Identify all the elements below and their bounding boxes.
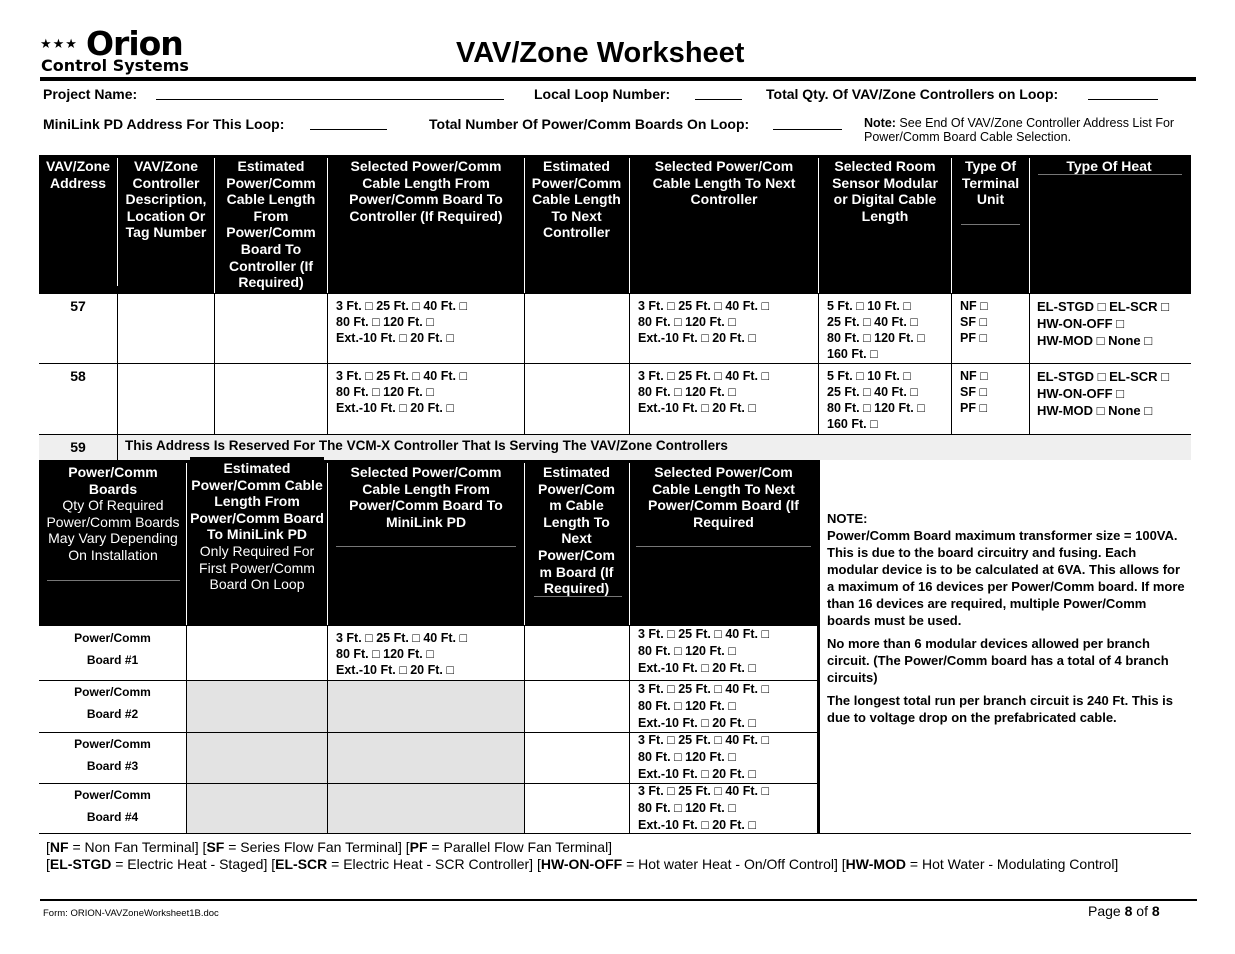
row-address: 57 (70, 298, 86, 314)
heat-type-options[interactable]: EL-STGD □ EL-SCR □ HW-ON-OFF □ HW-MOD □ None □ (1037, 299, 1169, 348)
header-divider (1029, 158, 1030, 293)
grid-line (117, 435, 118, 460)
reserved-address: 59 (70, 439, 86, 455)
table-row (39, 294, 1191, 435)
header-heat-type: Type Of Heat (1036, 155, 1182, 175)
header-underline (534, 596, 622, 597)
legend-heat: [EL-STGD = Electric Heat - Staged] [EL-SCR = Electric Heat - SCR Controller] [HW-ON-OFF = Hot water Heat - On/Off Control] [HW-MOD = Hot Water - Modulating Control] (46, 856, 1119, 872)
grid-line (39, 833, 1191, 834)
legend-terminal: [NF = Non Fan Terminal] [SF = Series Flow Fan Terminal] [PF = Parallel Flow Fan Terminal] (46, 839, 613, 855)
board-label: Power/Comm Board #3 (74, 737, 151, 773)
header-sel-cable-board: Selected Power/Comm Cable Length From Power/Comm Board To Controller (If Required) (340, 155, 512, 224)
header-underline (636, 546, 811, 547)
grid-line (327, 294, 328, 434)
next-board-cable-options[interactable]: 3 Ft. □ 25 Ft. □ 40 Ft. □ 80 Ft. □ 120 Ft. □ Ext.-10 Ft. □ 20 Ft. □ (638, 627, 770, 675)
project-name-field[interactable] (156, 99, 504, 100)
project-name-label: Project Name: (43, 86, 138, 102)
header-underline (47, 580, 180, 581)
total-boards-label: Total Number Of Power/Comm Boards On Loop: (429, 116, 750, 132)
header-divider (327, 463, 328, 625)
terminal-unit-options[interactable]: NF □ SF □ PF □ (960, 369, 988, 415)
header-underline (336, 546, 516, 547)
minilink-label: MiniLink PD Address For This Loop: (43, 116, 285, 132)
cable-options[interactable]: 3 Ft. □ 25 Ft. □ 40 Ft. □ 80 Ft. □ 120 Ft. □ Ext.-10 Ft. □ 20 Ft. □ (336, 299, 468, 345)
grid-line (39, 732, 818, 733)
header-sel-cable-next-board: Selected Power/Com Cable Length To Next Power/Comm Board (If Required (640, 460, 807, 530)
local-loop-field[interactable] (695, 99, 742, 100)
board-label: Power/Comm Board #2 (74, 685, 151, 721)
total-qty-label: Total Qty. Of VAV/Zone Controllers on Loop: (766, 86, 1059, 102)
row-address: 58 (70, 368, 86, 384)
header-est-cable-next-board: Estimated Power/Com m Cable Length To Next Power/Com m Board (If Required) (530, 460, 623, 597)
cable-options[interactable]: 3 Ft. □ 25 Ft. □ 40 Ft. □ 80 Ft. □ 120 Ft. □ Ext.-10 Ft. □ 20 Ft. □ (336, 369, 468, 415)
header-divider (629, 463, 630, 625)
grid-line (1029, 294, 1030, 434)
next-board-cable-options[interactable]: 3 Ft. □ 25 Ft. □ 40 Ft. □ 80 Ft. □ 120 Ft. □ Ext.-10 Ft. □ 20 Ft. □ (638, 733, 770, 781)
next-cable-options[interactable]: 3 Ft. □ 25 Ft. □ 40 Ft. □ 80 Ft. □ 120 Ft. □ Ext.-10 Ft. □ 20 Ft. □ (638, 299, 770, 345)
header-sel-cable-minilink: Selected Power/Comm Cable Length From Power/Comm Board To MiniLink PD (337, 460, 515, 530)
header-divider (214, 158, 215, 293)
grid-line (39, 783, 818, 784)
board-label: Power/Comm Board #4 (74, 788, 151, 824)
header-est-cable-minilink: Estimated Power/Comm Cable Length From Power/Comm Board To MiniLink PD Only Required For First Power/Comm Board On Loop (190, 457, 324, 593)
form-name: Form: ORION-VAVZoneWorksheet1B.doc (43, 908, 219, 919)
sensor-options[interactable]: 5 Ft. □ 10 Ft. □ 25 Ft. □ 40 Ft. □ 80 Ft. □ 120 Ft. □ 160 Ft. □ (827, 299, 925, 361)
grid-line (818, 294, 819, 434)
reserved-text: This Address Is Reserved For The VCM-X Controller That Is Serving The VAV/Zone Controllers (125, 438, 728, 453)
orion-logo (40, 24, 200, 76)
grid-line (817, 460, 820, 833)
total-qty-field[interactable] (1088, 99, 1158, 100)
grid-line (327, 626, 328, 833)
next-board-cable-options[interactable]: 3 Ft. □ 25 Ft. □ 40 Ft. □ 80 Ft. □ 120 Ft. □ Ext.-10 Ft. □ 20 Ft. □ (638, 682, 770, 730)
header-divider (629, 158, 630, 293)
header-est-cable-board: Estimated Power/Comm Cable Length From Power/Comm Board To Controller (If Required) (218, 155, 324, 291)
grid-line (186, 626, 187, 833)
grid-line (629, 626, 630, 833)
header-boards: Power/Comm Boards Qty Of Required Power/Comm Boards May Vary Depending On Installation (43, 460, 183, 564)
logo-subtitle: Control Systems (41, 56, 189, 75)
header-underline (961, 224, 1020, 225)
board-label: Power/Comm Board #1 (74, 631, 151, 667)
gray-cell (187, 681, 328, 833)
header-description: VAV/Zone Controller Description, Location Or Tag Number (121, 155, 211, 241)
footer-rule (40, 899, 1197, 901)
header-terminal-unit: Type Of Terminal Unit (958, 155, 1023, 208)
grid-line (524, 626, 525, 833)
header-divider (524, 158, 525, 293)
page-number: Page 8 of 8 (1088, 903, 1160, 919)
total-boards-field[interactable] (773, 129, 842, 130)
terminal-unit-options[interactable]: NF □ SF □ PF □ (960, 299, 988, 345)
cable-selection-note: Note: See End Of VAV/Zone Controller Address List For Power/Comm Board Cable Selection. (864, 116, 1175, 144)
header-divider (186, 463, 187, 625)
header-address: VAV/Zone Address (43, 155, 113, 191)
header-divider (524, 463, 525, 625)
header-sensor-length: Selected Room Sensor Modular or Digital Cable Length (825, 155, 945, 224)
heat-type-options[interactable]: EL-STGD □ EL-SCR □ HW-ON-OFF □ HW-MOD □ None □ (1037, 369, 1169, 418)
logo-name: Orion (86, 24, 183, 63)
grid-line (214, 294, 215, 434)
grid-line (524, 294, 525, 434)
sensor-options[interactable]: 5 Ft. □ 10 Ft. □ 25 Ft. □ 40 Ft. □ 80 Ft. □ 120 Ft. □ 160 Ft. □ (827, 369, 925, 431)
minilink-cable-options[interactable]: 3 Ft. □ 25 Ft. □ 40 Ft. □ 80 Ft. □ 120 Ft. □ Ext.-10 Ft. □ 20 Ft. □ (336, 631, 468, 677)
grid-line (951, 294, 952, 434)
minilink-field[interactable] (310, 129, 387, 130)
logo-stars-icon: ★★★ (40, 36, 78, 51)
header-underline (1038, 174, 1182, 175)
local-loop-label: Local Loop Number: (534, 86, 671, 102)
grid-line (39, 363, 1191, 364)
next-cable-options[interactable]: 3 Ft. □ 25 Ft. □ 40 Ft. □ 80 Ft. □ 120 Ft. □ Ext.-10 Ft. □ 20 Ft. □ (638, 369, 770, 415)
page-title: VAV/Zone Worksheet (456, 37, 745, 69)
header-sel-cable-next: Selected Power/Com Cable Length To Next Controller (646, 155, 802, 208)
header-est-cable-next: Estimated Power/Comm Cable Length To Next Controller (530, 155, 623, 241)
grid-line (117, 294, 118, 434)
header-rule (40, 77, 1196, 81)
header-divider (117, 158, 118, 286)
power-comm-note: NOTE: Power/Comm Board maximum transformer size = 100VA. This is due to the board circuitry and fusing. Each modular device is to be calculated at 6VA. This allows for a maximum of 16 devices per Power/Comm board. If more than 16 devices are required, multiple Power/Comm boards must be used. No more than 6 modular devices allowed per branch circuit. (The Power/Comm board has a total of 4 branch circuits) The longest total run per branch circuit is 240 Ft. This is due to voltage drop on the prefabricated cable. (827, 511, 1185, 725)
grid-line (629, 294, 630, 434)
header-divider (951, 158, 952, 293)
header-divider (818, 158, 819, 293)
next-board-cable-options[interactable]: 3 Ft. □ 25 Ft. □ 40 Ft. □ 80 Ft. □ 120 Ft. □ Ext.-10 Ft. □ 20 Ft. □ (638, 784, 770, 832)
grid-line (39, 680, 818, 681)
header-divider (327, 158, 328, 293)
gray-cell (328, 681, 524, 833)
